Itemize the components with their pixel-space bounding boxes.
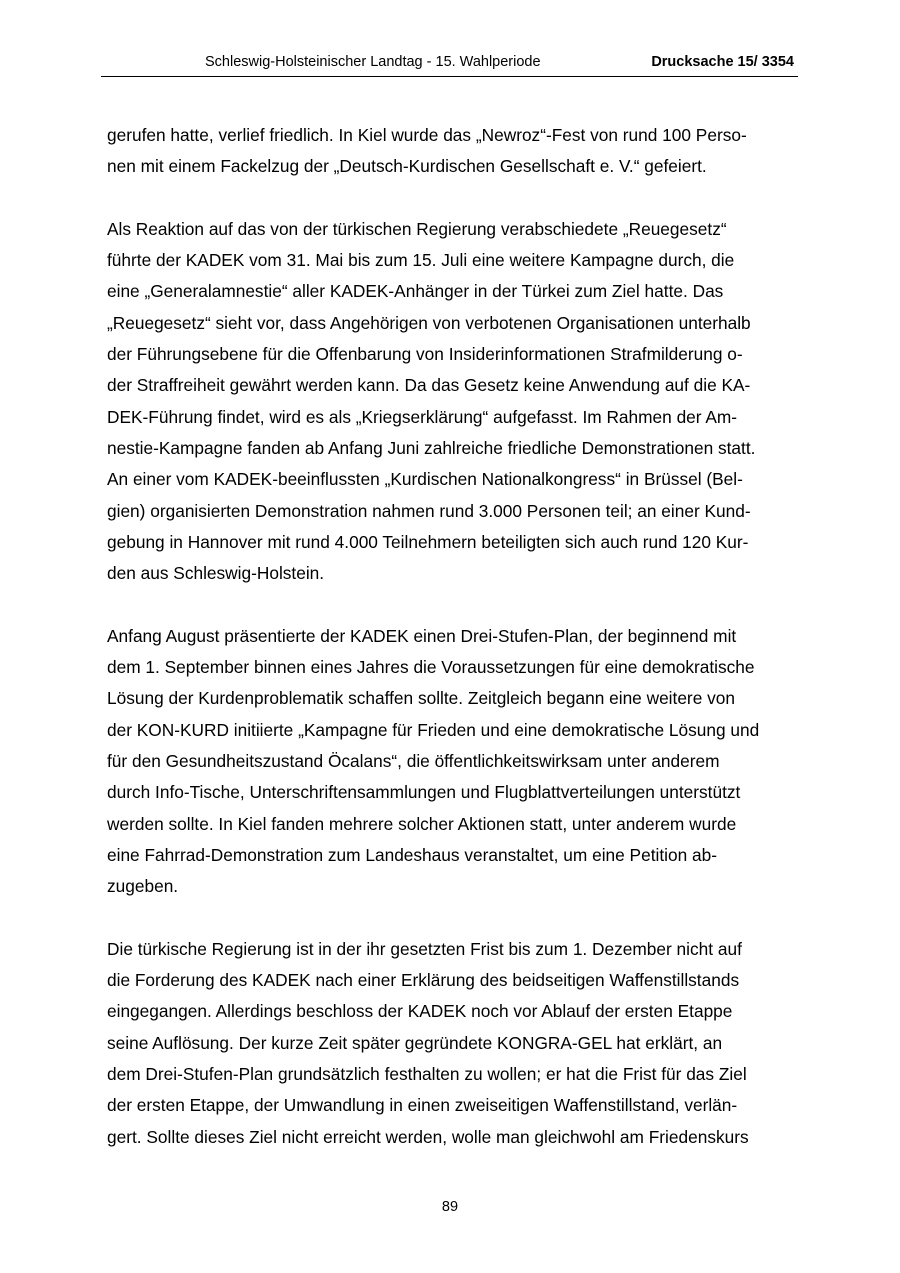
text-line: Als Reaktion auf das von der türkischen Regierung verabschiedete „Reuegesetz“ (107, 218, 727, 239)
text-line: eingegangen. Allerdings beschloss der KADEK noch vor Ablauf der ersten Etappe (107, 1001, 733, 1022)
text-line: dem Drei-Stufen-Plan grundsätzlich festhalten zu wollen; er hat die Frist für das Ziel (107, 1063, 747, 1084)
text-line: der Straffreiheit gewährt werden kann. Da das Gesetz keine Anwendung auf die KA- (107, 375, 751, 396)
text-line: eine Fahrrad-Demonstration zum Landeshaus veranstaltet, um eine Petition ab- (107, 844, 717, 865)
text-line: Die türkische Regierung ist in der ihr gesetzten Frist bis zum 1. Dezember nicht auf (107, 938, 742, 959)
text-line: seine Auflösung. Der kurze Zeit später gegründete KONGRA-GEL hat erklärt, an (107, 1032, 723, 1053)
document-number: Drucksache 15/ 3354 (651, 54, 794, 70)
text-line: gebung in Hannover mit rund 4.000 Teilnehmern beteiligten sich auch rund 120 Kur- (107, 531, 749, 552)
text-line: werden sollte. In Kiel fanden mehrere solcher Aktionen statt, unter anderem wurde (107, 813, 737, 834)
text-line: nestie-Kampagne fanden ab Anfang Juni zahlreiche friedliche Demonstrationen statt. (107, 437, 756, 458)
paragraph (107, 120, 799, 183)
text-line: die Forderung des KADEK nach einer Erklärung des beidseitigen Waffenstillstands (107, 970, 740, 991)
header-title: Schleswig-Holsteinischer Landtag - 15. Wahlperiode (205, 54, 541, 70)
text-line: An einer vom KADEK-beeinflussten „Kurdischen Nationalkongress“ in Brüssel (Bel- (107, 469, 743, 490)
text-line: gert. Sollte dieses Ziel nicht erreicht werden, wolle man gleichwohl am Friedenskurs (107, 1126, 749, 1147)
text-line: DEK-Führung findet, wird es als „Kriegserklärung“ aufgefasst. Im Rahmen der Am- (107, 406, 738, 427)
paragraph (107, 214, 799, 590)
text-line: nen mit einem Fackelzug der „Deutsch-Kurdischen Gesellschaft e. V.“ gefeiert. (107, 156, 707, 177)
text-line: gerufen hatte, verlief friedlich. In Kiel wurde das „Newroz“-Fest von rund 100 Perso- (107, 125, 747, 145)
page-header (101, 52, 798, 77)
text-line: führte der KADEK vom 31. Mai bis zum 15. Juli eine weitere Kampagne durch, die (107, 250, 735, 271)
page-number: 89 (441, 1199, 459, 1215)
text-line: durch Info-Tische, Unterschriftensammlungen und Flugblattverteilungen unterstützt (107, 782, 741, 803)
paragraph (107, 621, 799, 903)
text-line: gien) organisierten Demonstration nahmen rund 3.000 Personen teil; an einer Kund- (107, 500, 751, 521)
text-line: Lösung der Kurdenproblematik schaffen sollte. Zeitgleich begann eine weitere von (107, 688, 735, 709)
text-line: dem 1. September binnen eines Jahres die Voraussetzungen für eine demokratische (107, 657, 755, 678)
document-body (107, 120, 799, 1184)
text-line: „Reuegesetz“ sieht vor, dass Angehörigen von verbotenen Organisationen unterhalb (107, 312, 751, 333)
text-line: den aus Schleswig-Holstein. (107, 563, 325, 584)
paragraph (107, 934, 799, 1153)
text-line: der ersten Etappe, der Umwandlung in einen zweiseitigen Waffenstillstand, verlän- (107, 1095, 738, 1116)
text-line: eine „Generalamnestie“ aller KADEK-Anhänger in der Türkei zum Ziel hatte. Das (107, 281, 724, 302)
text-line: der KON-KURD initiierte „Kampagne für Frieden und eine demokratische Lösung und (107, 719, 760, 740)
text-line: zugeben. (107, 876, 179, 897)
text-line: für den Gesundheitszustand Öcalans“, die öffentlichkeitswirksam unter anderem (107, 750, 720, 771)
text-line: Anfang August präsentierte der KADEK einen Drei-Stufen-Plan, der beginnend mit (107, 625, 737, 646)
text-line: der Führungsebene für die Offenbarung von Insiderinformationen Strafmilderung o- (107, 344, 743, 365)
